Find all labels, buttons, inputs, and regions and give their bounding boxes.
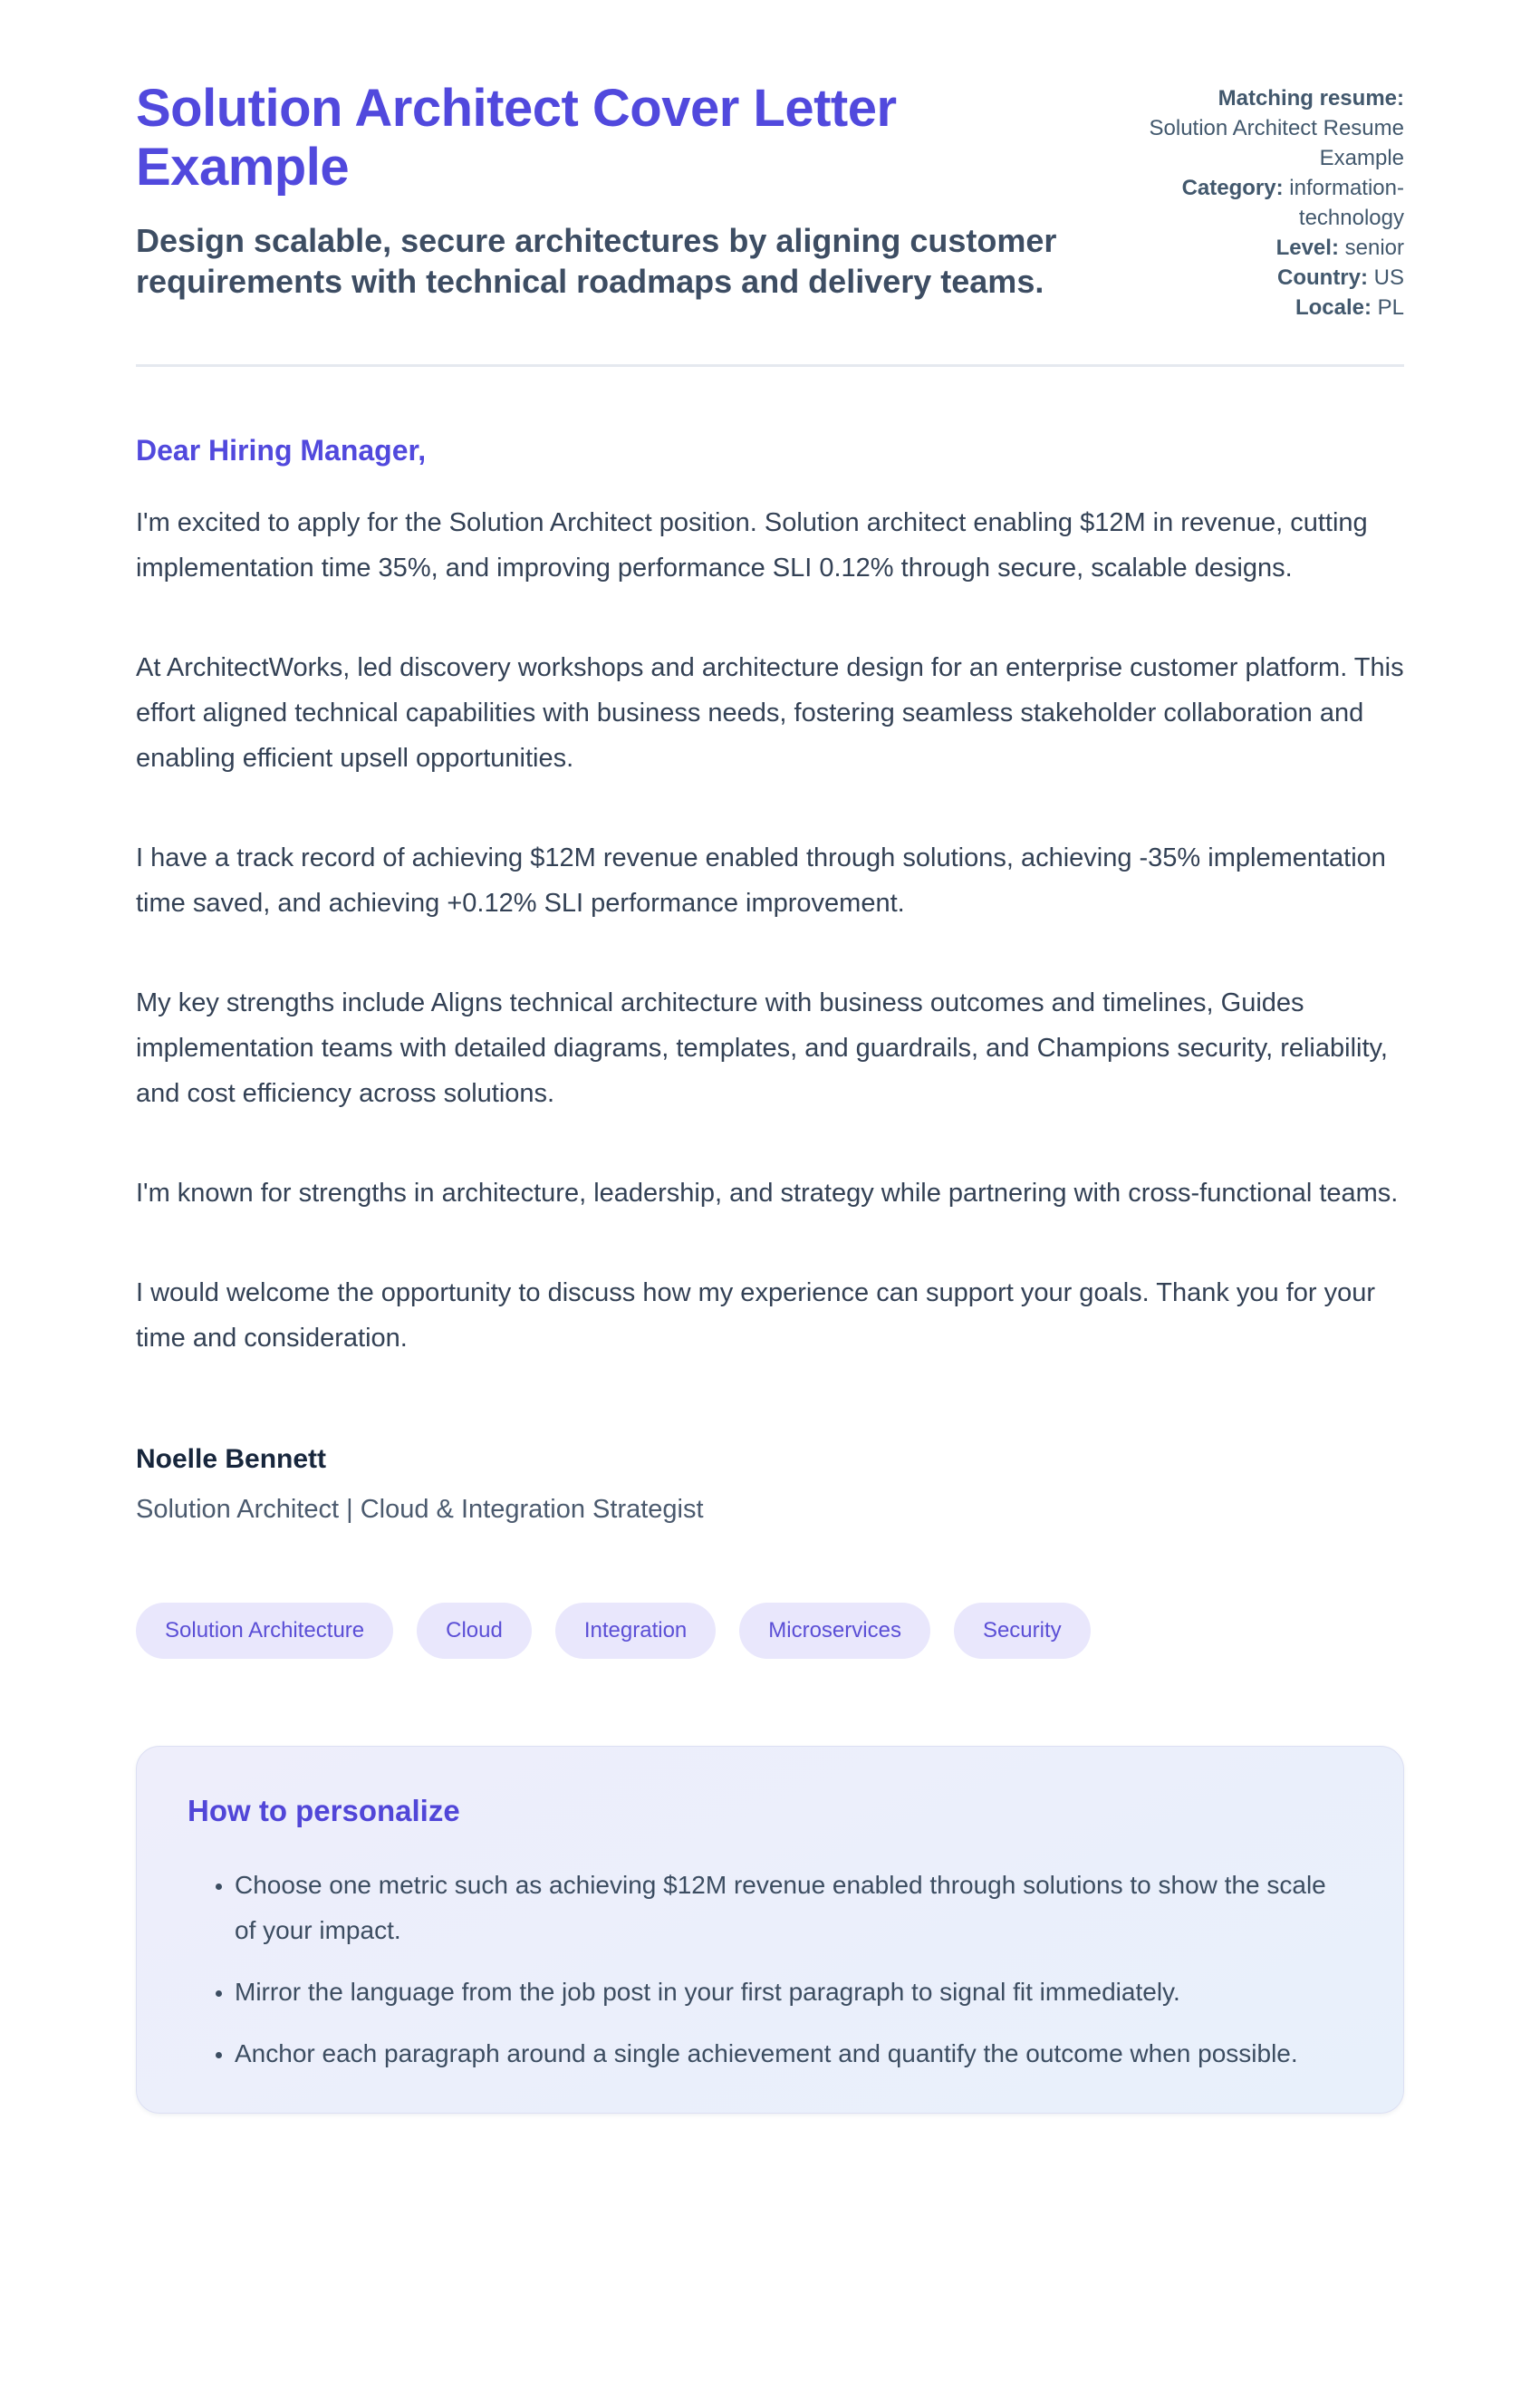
letter-paragraph: I have a track record of achieving $12M revenue enabled through solutions, achieving -35% implementation time saved, and achieving +0.12% SLI performance improvement.: [136, 843, 1386, 918]
tag-microservices[interactable]: Microservices: [739, 1603, 930, 1659]
page-title: Solution Architect Cover Letter Example: [136, 79, 897, 197]
tag-integration[interactable]: Integration: [555, 1603, 716, 1659]
salutation: Dear Hiring Manager,: [136, 434, 427, 467]
category-value: information-technology: [1289, 176, 1404, 230]
letter-paragraph: I'm known for strengths in architecture, leadership, and strategy while partnering with cross-functional teams.: [136, 1179, 1399, 1208]
tip-item: • Anchor each paragraph around a single achievement and quantify the outcome when possible.: [235, 2031, 1352, 2076]
signature-name: Noelle Bennett: [136, 1444, 327, 1474]
tag-solution-architecture[interactable]: Solution Architecture: [136, 1603, 393, 1659]
letter-body: [136, 434, 1404, 1525]
letter-paragraph: I would welcome the opportunity to discuss how my experience can support your goals. Thank you for your time and consideration.: [136, 1278, 1376, 1353]
matching-resume-link[interactable]: Solution Architect Resume Example: [1149, 116, 1404, 170]
how-to-personalize-box: [136, 1746, 1404, 2114]
tag-security[interactable]: Security: [954, 1603, 1091, 1659]
tag-cloud[interactable]: Cloud: [417, 1603, 532, 1659]
tips-list: [188, 1863, 1352, 2076]
page-subtitle: Design scalable, secure architectures by aligning customer requirements with technical roadmaps and delivery teams.: [136, 221, 1057, 300]
header-divider: [136, 364, 1404, 367]
letter-paragraph: I'm excited to apply for the Solution Architect position. Solution architect enabling $12M in revenue, cutting implementation time 35%, and improving performance SLI 0.12% through secure, scalable designs.: [136, 508, 1368, 583]
keyword-tag-list: [136, 1603, 1404, 1659]
resume-meta-panel: [1149, 80, 1404, 323]
letter-paragraph: At ArchitectWorks, led discovery workshops and architecture design for an enterprise customer platform. This effort aligned technical capabilities with business needs, fostering seamless stakeholder collaboration and enabling efficient upsell opportunities.: [136, 653, 1404, 773]
locale-label: Locale:: [1295, 295, 1372, 320]
page-header: [136, 80, 1404, 323]
country-value: US: [1373, 265, 1404, 290]
category-label: Category:: [1181, 176, 1284, 200]
tips-heading: How to personalize: [188, 1794, 460, 1827]
locale-value: PL: [1377, 295, 1404, 320]
tip-item: • Mirror the language from the job post in your first paragraph to signal fit immediately.: [235, 1970, 1352, 2015]
matching-resume-label: Matching resume:: [1218, 86, 1404, 111]
header-title-block: [136, 80, 1069, 302]
level-value: senior: [1344, 236, 1404, 260]
tip-item: • Choose one metric such as achieving $12M revenue enabled through solutions to show the scale of your impact.: [235, 1863, 1352, 1953]
letter-paragraph: My key strengths include Aligns technical architecture with business outcomes and timelines, Guides implementation teams with detailed diagrams, templates, and guardrails, and Champions security, reliability, and cost efficiency across solutions.: [136, 988, 1388, 1108]
country-label: Country:: [1277, 265, 1368, 290]
signature-role: Solution Architect | Cloud & Integration Strategist: [136, 1495, 704, 1524]
level-label: Level:: [1275, 236, 1339, 260]
